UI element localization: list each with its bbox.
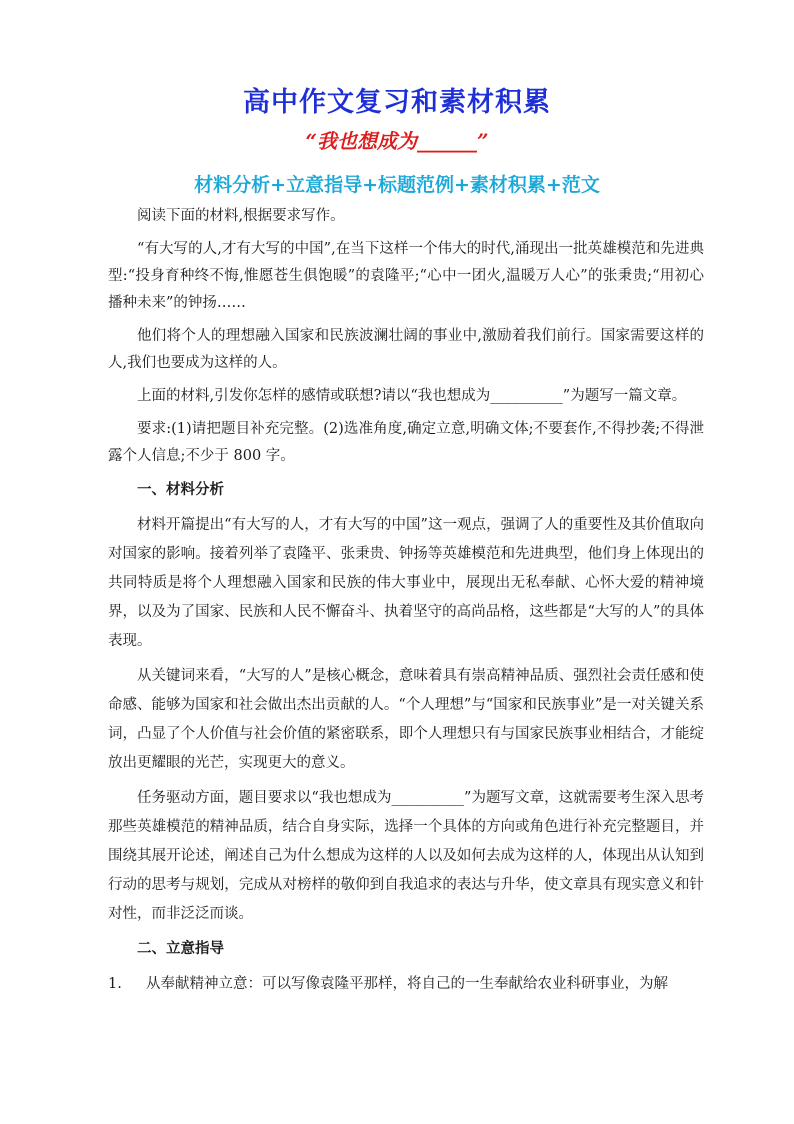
section-heading-theme-guidance: 二、立意指导 — [137, 941, 224, 957]
document-title: 高中作文复习和素材积累 — [243, 87, 551, 118]
analysis-paragraph: 任务驱动方面，题目要求以“我也想成为__________”为题写文章，这就需要考生深入思考那些英雄模范的精神品质，结合自身实际，选择一个具体的方向或角色进行补充完整题目，并围绕其展开论述，阐述自己为什么想成为这样的人以及如何去成为这样的人，体现出从认知到行动的思考与规划，完成从对榜样的敬仰到自我追求的表达与升华，使文章具有现实意义和针对性，而非泛泛而谈。 — [108, 790, 704, 922]
document-body — [108, 203, 704, 999]
analysis-paragraph: 材料开篇提出“有大写的人，才有大写的中国”这一观点，强调了人的重要性及其价值取向对国家的影响。接着列举了袁隆平、张秉贵、钟扬等英雄模范和先进典型，他们身上体现出的共同特质是将个人理想融入国家和民族的伟大事业中，展现出无私奉献、心怀大爱的精神境界，以及为了国家、民族和人民不懈奋斗、执着坚守的高尚品格，这些都是“大写的人”的具体表现。 — [108, 517, 704, 649]
list-item-number: 1. — [108, 976, 122, 992]
prompt-material: “有大写的人,才有大写的中国”,在当下这样一个伟大的时代,涌现出一批英雄模范和先进典型:“投身育种终不悔,惟愿苍生俱饱暖”的袁隆平;“心中一团火,温暖万人心”的张秉贵;“用初心播种未来”的钟扬…… — [108, 241, 704, 311]
prompt-requirements: 要求:(1)请把题目补充完整。(2)选准角度,确定立意,明确文体;不要套作,不得抄袭;不得泄露个人信息;不少于 800 字。 — [108, 421, 704, 464]
list-item — [108, 970, 704, 999]
sections-overview-line: 材料分析+立意指导+标题范例+素材积累+范文 — [194, 174, 600, 196]
prompt-question: 上面的材料,引发你怎样的感情或联想?请以“我也想成为__________”为题写一篇文章。 — [137, 388, 687, 404]
section-heading-material-analysis: 一、材料分析 — [137, 482, 224, 498]
list-item-text: 从奉献精神立意：可以写像袁隆平那样，将自己的一生奉献给农业科研事业，为解 — [146, 976, 668, 992]
prompt-instruction: 阅读下面的材料,根据要求写作。 — [137, 208, 345, 224]
essay-topic-subtitle: “我也想成为______” — [305, 129, 489, 153]
analysis-paragraph: 从关键词来看，“大写的人”是核心概念，意味着具有崇高精神品质、强烈社会责任感和使命感、能够为国家和社会做出杰出贡献的人。“个人理想”与“国家和民族事业”是一对关键关系词，凸显了个人价值与社会价值的紧密联系，即个人理想只有与国家民族事业相结合，才能绽放出更耀眼的光芒，实现更大的意义。 — [108, 668, 704, 771]
prompt-material-continued: 他们将个人的理想融入国家和民族波澜壮阔的事业中,激励着我们前行。国家需要这样的人,我们也要成为这样的人。 — [108, 328, 704, 371]
